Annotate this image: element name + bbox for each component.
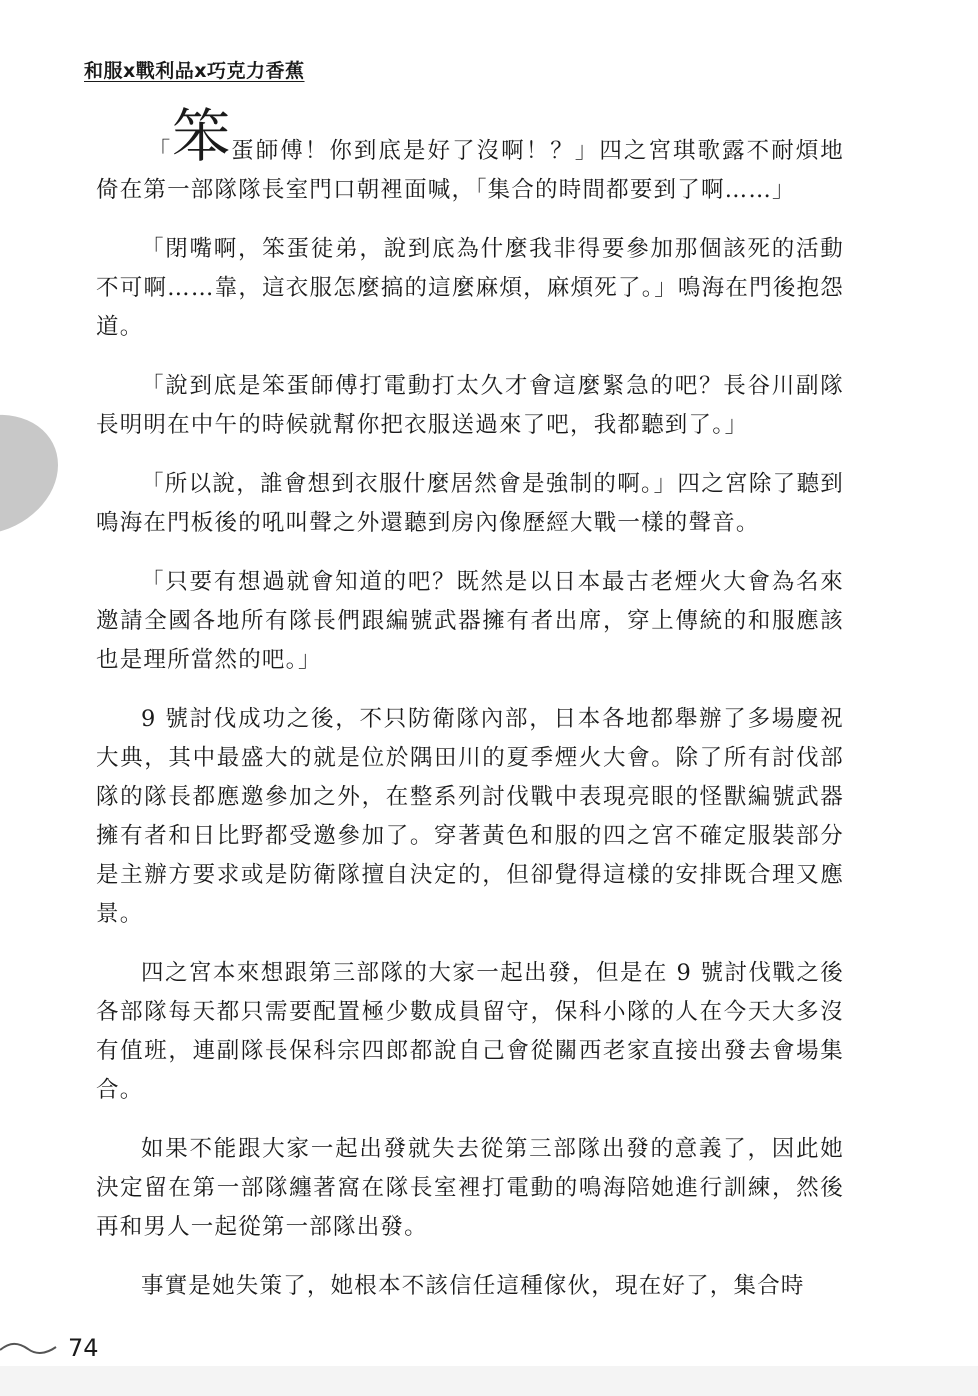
paragraph-9: 事實是她失策了，她根本不該信任這種傢伙，現在好了，集合時: [141, 1273, 805, 1299]
page-folio: [0, 1330, 99, 1366]
body-text: [96, 102, 844, 1326]
paragraph-1-text: 蛋師傅！你到底是好了沒啊！？」四之宮琪歌露不耐煩地倚在第一部隊隊長室門口朝裡面喊，「集合的時間都要到了啊……」: [96, 138, 844, 203]
bottom-margin-strip: [0, 1366, 978, 1396]
page-number: 74: [68, 1334, 99, 1362]
side-thumb-tab: [0, 406, 58, 542]
wave-ornament-icon: [0, 1338, 58, 1358]
paragraph-2: 「閉嘴啊，笨蛋徒弟，說到底為什麼我非得要參加那個該死的活動不可啊……靠，這衣服怎麼搞的這麼麻煩，麻煩死了。」鳴海在門後抱怨道。: [96, 236, 844, 340]
opening-quote: 「: [147, 138, 173, 164]
paragraph-1: [96, 102, 844, 210]
paragraph-4: 「所以說，誰會想到衣服什麼居然會是強制的啊。」四之宮除了聽到鳴海在門板後的吼叫聲之外還聽到房內像歷經大戰一樣的聲音。: [96, 471, 844, 536]
paragraph-7: 四之宮本來想跟第三部隊的大家一起出發，但是在 9 號討伐戰之後各部隊每天都只需要配置極少數成員留守，保科小隊的人在今天大多沒有值班，連副隊長保科宗四郎都說自己會從關西老家直接出發去會場集合。: [96, 960, 844, 1103]
paragraph-5: 「只要有想過就會知道的吧？既然是以日本最古老煙火大會為名來邀請全國各地所有隊長們跟編號武器擁有者出席，穿上傳統的和服應該也是理所當然的吧。」: [96, 569, 844, 673]
paragraph-6: 9 號討伐成功之後，不只防衛隊內部，日本各地都舉辦了多場慶祝大典，其中最盛大的就是位於隅田川的夏季煙火大會。除了所有討伐部隊的隊長都應邀參加之外，在整系列討伐戰中表現亮眼的怪獸編號武器擁有者和日比野都受邀參加了。穿著黃色和服的四之宮不確定服裝部分是主辦方要求或是防衛隊擅自決定的，但卻覺得這樣的安排既合理又應景。: [96, 706, 844, 927]
running-header: 和服x戰利品x巧克力香蕉: [84, 60, 305, 82]
paragraph-8: 如果不能跟大家一起出發就失去從第三部隊出發的意義了，因此她決定留在第一部隊纏著窩在隊長室裡打電動的鳴海陪她進行訓練，然後再和男人一起從第一部隊出發。: [96, 1136, 844, 1240]
drop-cap: 笨: [172, 102, 232, 170]
paragraph-3: 「說到底是笨蛋師傅打電動打太久才會這麼緊急的吧？長谷川副隊長明明在中午的時候就幫你把衣服送過來了吧，我都聽到了。」: [96, 373, 844, 438]
